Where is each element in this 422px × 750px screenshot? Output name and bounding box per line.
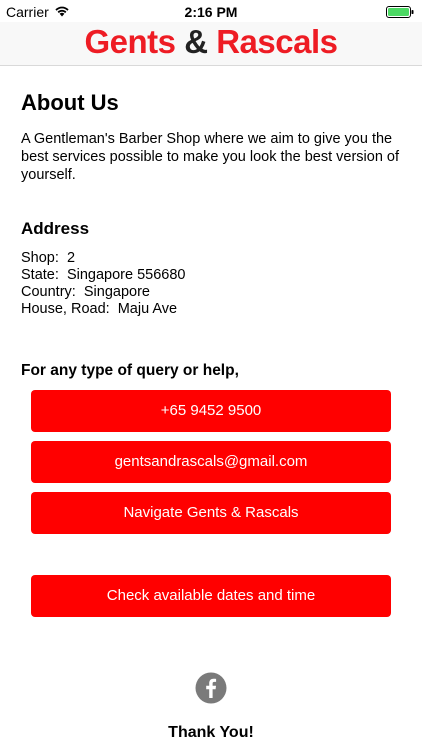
thank-you-text: Thank You! bbox=[168, 724, 254, 741]
call-phone-button[interactable]: +65 9452 9500 bbox=[31, 390, 391, 432]
logo-word-rascals: Rascals bbox=[216, 23, 338, 60]
address-country: Country: Singapore bbox=[21, 284, 150, 300]
address-block bbox=[21, 250, 185, 318]
check-availability-button[interactable]: Check available dates and time bbox=[31, 575, 391, 617]
facebook-icon[interactable] bbox=[195, 672, 227, 704]
status-bar bbox=[0, 0, 422, 22]
status-time: 2:16 PM bbox=[184, 4, 238, 20]
navigate-button[interactable]: Navigate Gents & Rascals bbox=[31, 492, 391, 534]
address-road: House, Road: Maju Ave bbox=[21, 301, 178, 317]
about-title: About Us bbox=[21, 90, 119, 115]
about-text: A Gentleman's Barber Shop where we aim to give you the best services possible to make you look the best version of yourself. bbox=[21, 131, 399, 183]
logo-word-gents: Gents bbox=[84, 23, 176, 60]
address-title: Address bbox=[21, 219, 90, 238]
carrier-label: Carrier bbox=[6, 4, 49, 20]
address-shop: Shop: 2 bbox=[21, 250, 76, 266]
logo-ampersand: & bbox=[184, 23, 208, 60]
battery-icon bbox=[386, 5, 414, 17]
query-title: For any type of query or help, bbox=[21, 362, 239, 379]
app-header bbox=[0, 22, 422, 66]
brand-logo bbox=[85, 23, 338, 61]
email-button[interactable]: gentsandrascals@gmail.com bbox=[31, 441, 391, 483]
address-state: State: Singapore 556680 bbox=[21, 267, 186, 283]
